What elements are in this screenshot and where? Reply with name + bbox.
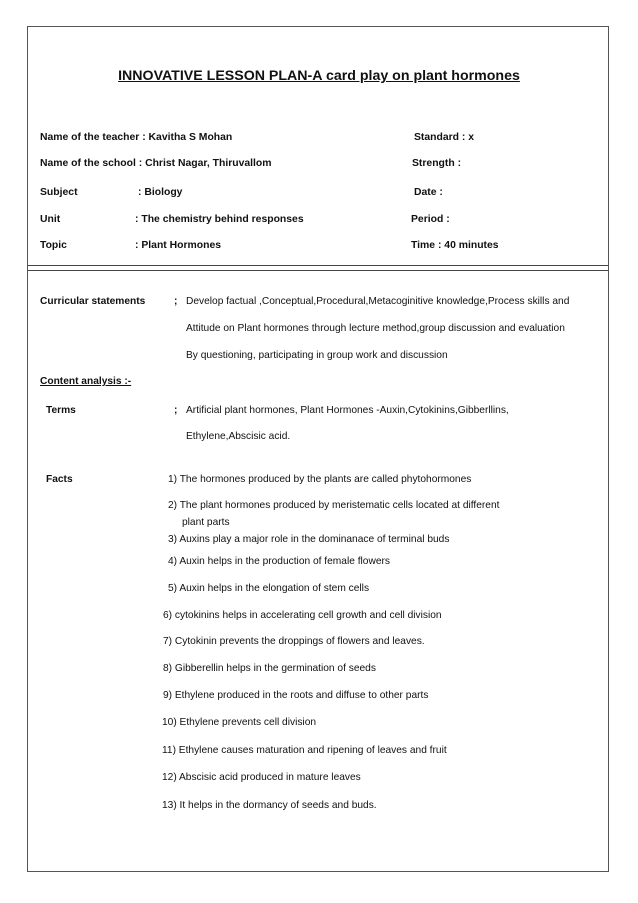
standard-field: Standard : x [414,132,475,143]
teacher-name: Name of the teacher : Kavitha S Mohan [40,132,233,143]
terms-separator: ; [174,405,178,416]
strength-field: Strength : [412,158,462,169]
fact-item: 1) The hormones produced by the plants are called phytohormones [168,474,472,485]
topic-label: Topic [40,240,67,251]
fact-item: 10) Ethylene prevents cell division [162,717,317,728]
curricular-line-1: Develop factual ,Conceptual,Procedural,Metacoginitive knowledge,Process skills and [186,296,570,307]
curricular-line-2: Attitude on Plant hormones through lecture method,group discussion and evaluation [186,323,565,334]
school-name: Name of the school : Christ Nagar, Thiruvallom [40,158,272,169]
subject-label: Subject [40,187,78,198]
curricular-separator: ; [174,296,178,307]
unit-value: : The chemistry behind responses [135,214,304,225]
fact-item-continuation: plant parts [182,517,230,528]
fact-item: 11) Ethylene causes maturation and ripening of leaves and fruit [162,745,447,756]
terms-line-2: Ethylene,Abscisic acid. [186,431,291,442]
subject-value: : Biology [138,187,183,198]
fact-item: 5) Auxin helps in the elongation of stem cells [168,583,370,594]
content-analysis-heading: Content analysis :- [40,376,132,387]
terms-line-1: Artificial plant hormones, Plant Hormones -Auxin,Cytokinins,Gibberllins, [186,405,509,416]
divider-bottom [28,270,608,271]
document-title: INNOVATIVE LESSON PLAN-A card play on plant hormones [118,68,520,84]
fact-item: 3) Auxins play a major role in the dominanace of terminal buds [168,534,450,545]
fact-item: 9) Ethylene produced in the roots and diffuse to other parts [163,690,429,701]
fact-item: 8) Gibberellin helps in the germination of seeds [163,663,376,674]
terms-label: Terms [46,405,76,416]
fact-item: 6) cytokinins helps in accelerating cell growth and cell division [163,610,442,621]
facts-label: Facts [46,474,73,485]
fact-item: 4) Auxin helps in the production of female flowers [168,556,390,567]
fact-item: 2) The plant hormones produced by meristematic cells located at different [168,500,500,511]
fact-item: 12) Abscisic acid produced in mature leaves [162,772,361,783]
date-field: Date : [414,187,443,198]
topic-value: : Plant Hormones [135,240,222,251]
curricular-line-3: By questioning, participating in group work and discussion [186,350,448,361]
time-field: Time : 40 minutes [411,240,499,251]
period-field: Period : [411,214,450,225]
divider-top [28,265,608,266]
unit-label: Unit [40,214,61,225]
curricular-label: Curricular statements [40,296,146,307]
fact-item: 13) It helps in the dormancy of seeds and buds. [162,800,377,811]
fact-item: 7) Cytokinin prevents the droppings of flowers and leaves. [163,636,425,647]
